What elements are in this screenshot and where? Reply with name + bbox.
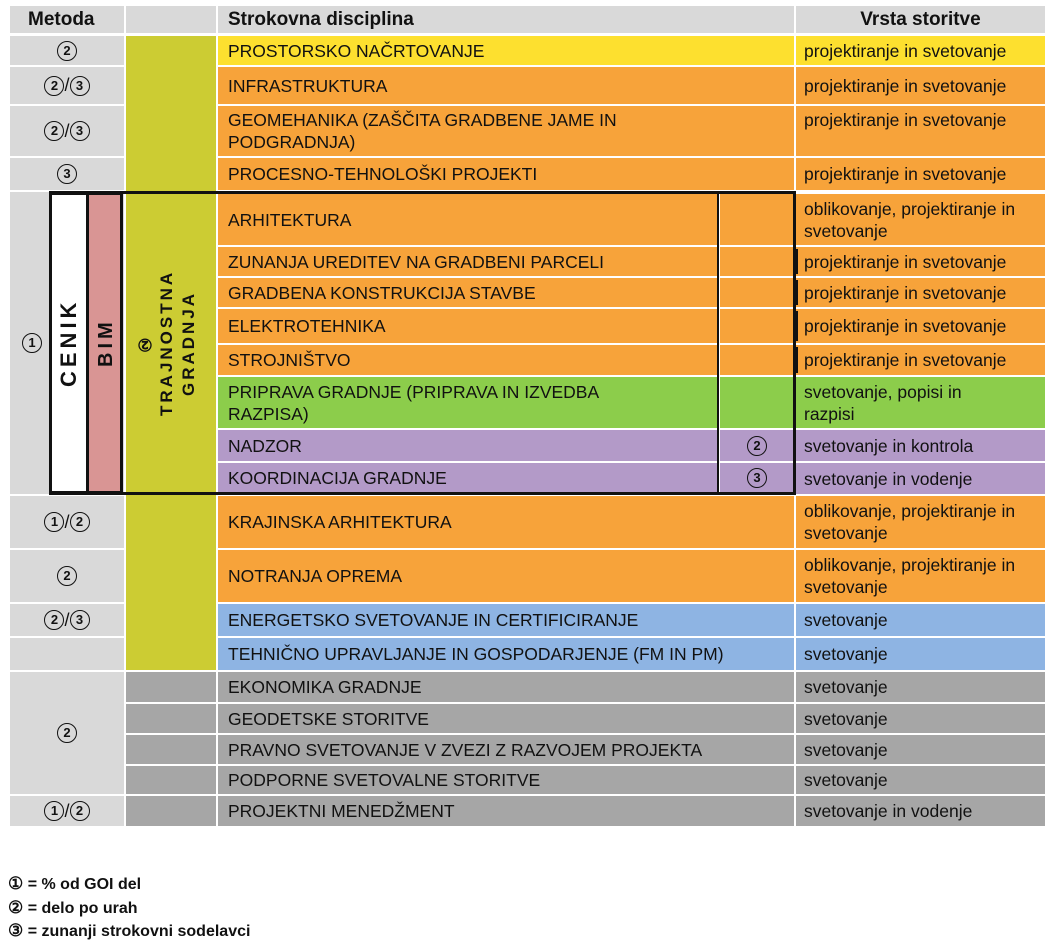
service-cell: svetovanje <box>796 604 1045 636</box>
service-cell: svetovanje, popisi in razpisi <box>796 377 1045 428</box>
gray-separator <box>126 733 216 735</box>
discipline-cell: ELEKTROTEHNIKA <box>218 309 718 343</box>
method-cell: 2 / 3 <box>10 106 124 156</box>
service-cell: projektiranje in svetovanje <box>796 158 1045 190</box>
discipline-cell: PROJEKTNI MENEDŽMENT <box>218 796 794 826</box>
method-cell <box>10 158 124 190</box>
discipline-cell: PRAVNO SVETOVANJE V ZVEZI Z RAZVOJEM PROJEKTA <box>218 735 794 764</box>
method-cell: 2 / 3 <box>10 604 124 636</box>
service-cell: projektiranje in svetovanje <box>796 345 1045 375</box>
circle-2-icon: 2 <box>70 801 90 821</box>
service-cell: svetovanje <box>796 766 1045 794</box>
trajnostna-line-1: TRAJNOSTNA <box>157 269 176 417</box>
service-cell: svetovanje <box>796 735 1045 764</box>
circle-3-icon: 3 <box>747 468 767 488</box>
circle-3-icon: 3 <box>70 610 90 630</box>
discipline-cell: NOTRANJA OPREMA <box>218 550 794 602</box>
header-discipline: Strokovna disciplina <box>218 6 794 33</box>
service-cell: svetovanje in vodenje <box>796 463 1045 494</box>
circle-3-icon: ③ <box>8 921 24 940</box>
discipline-cell: EKONOMIKA GRADNJE <box>218 672 794 702</box>
trajnostna-line-2: GRADNJA <box>179 290 198 396</box>
circle-2-icon: 2 <box>70 512 90 532</box>
discipline-cell: GEOMEHANIKA (ZAŠČITA GRADBENE JAME IN PODGRADNJA) <box>218 106 794 156</box>
service-cell: svetovanje <box>796 638 1045 670</box>
cenik-outline <box>49 191 796 495</box>
service-cell: projektiranje in svetovanje <box>796 309 1045 343</box>
service-cell: svetovanje <box>796 704 1045 733</box>
circle-1-icon: 1 <box>22 333 42 353</box>
circle-2-icon: 2 <box>57 566 77 586</box>
circle-2-icon: 2 <box>44 121 64 141</box>
legend-item: ③ = zunanji strokovni sodelavci <box>8 921 251 940</box>
header-metoda: Metoda <box>10 6 124 33</box>
method-cell: 2 / 3 <box>10 67 124 104</box>
header-spacer <box>126 6 216 33</box>
discipline-cell: PROSTORSKO NAČRTOVANJE <box>218 36 794 65</box>
discipline-cell: GEODETSKE STORITVE <box>218 704 794 733</box>
circle-1-icon: 1 <box>44 801 64 821</box>
discipline-cell: INFRASTRUKTURA <box>218 67 794 104</box>
circle-1-icon: 1 <box>44 512 64 532</box>
service-marker <box>794 249 798 274</box>
discipline-cell: NADZOR <box>218 430 718 461</box>
method-cell <box>10 672 124 794</box>
discipline-cell: KOORDINACIJA GRADNJE <box>218 463 718 492</box>
method-cell: 1 / 2 <box>10 796 124 826</box>
circle-2-icon: ② <box>135 331 154 355</box>
cenik-label: CENIK <box>56 298 81 388</box>
service-cell: projektiranje in svetovanje <box>796 278 1045 307</box>
gray-column-bottom <box>126 672 216 826</box>
discipline-cell: PODPORNE SVETOVALNE STORITVE <box>218 766 794 794</box>
legend-item: ① = % od GOI del <box>8 874 142 893</box>
method-cell: 1 / 2 <box>10 496 124 548</box>
method-cell <box>10 638 124 670</box>
discipline-cell: ZUNANJA UREDITEV NA GRADBENI PARCELI <box>218 247 718 276</box>
method-cell <box>10 36 124 65</box>
discipline-cell: STROJNIŠTVO <box>218 345 718 375</box>
method-cell <box>10 550 124 602</box>
discipline-cell: TEHNIČNO UPRAVLJANJE IN GOSPODARJENJE (FM IN PM) <box>218 638 794 670</box>
discipline-cell: PRIPRAVA GRADNJE (PRIPRAVA IN IZVEDBA RAZPISA) <box>218 377 718 428</box>
circle-2-icon: ② <box>8 898 24 917</box>
inner-divider <box>717 194 719 492</box>
header-service: Vrsta storitve <box>796 6 1045 33</box>
circle-1-icon: ① <box>8 874 24 893</box>
service-cell: svetovanje in kontrola <box>796 430 1045 461</box>
circle-3-icon: 3 <box>70 76 90 96</box>
discipline-cell: GRADBENA KONSTRUKCIJA STAVBE <box>218 278 718 307</box>
service-marker <box>794 311 798 341</box>
circle-2-icon: 2 <box>44 610 64 630</box>
circle-2-icon: 2 <box>44 76 64 96</box>
circle-3-icon: 3 <box>57 164 77 184</box>
circle-2-icon: 2 <box>747 436 767 456</box>
circle-3-icon: 3 <box>70 121 90 141</box>
circle-2-icon: 2 <box>57 41 77 61</box>
legend-item: ② = delo po urah <box>8 898 138 917</box>
gray-separator <box>126 794 216 796</box>
service-cell: svetovanje <box>796 672 1045 702</box>
bim-label: BIM <box>95 318 117 368</box>
gray-separator <box>126 764 216 766</box>
service-cell: projektiranje in svetovanje <box>796 36 1045 65</box>
discipline-cell: ARHITEKTURA <box>218 194 718 245</box>
discipline-cell: ENERGETSKO SVETOVANJE IN CERTIFICIRANJE <box>218 604 794 636</box>
service-cell: oblikovanje, projektiranje in svetovanje <box>796 550 1045 602</box>
discipline-cell: KRAJINSKA ARHITEKTURA <box>218 496 794 548</box>
service-cell: oblikovanje, projektiranje in svetovanje <box>796 194 1045 245</box>
service-cell: projektiranje in svetovanje <box>796 247 1045 276</box>
gray-separator <box>126 702 216 704</box>
service-marker <box>794 280 798 305</box>
discipline-cell: PROCESNO-TEHNOLOŠKI PROJEKTI <box>218 158 794 190</box>
service-cell: oblikovanje, projektiranje in svetovanje <box>796 496 1045 548</box>
service-cell: projektiranje in svetovanje <box>796 67 1045 104</box>
service-cell: projektiranje in svetovanje <box>796 106 1045 156</box>
service-marker <box>794 347 798 373</box>
service-cell: svetovanje in vodenje <box>796 796 1045 826</box>
circle-2-icon: 2 <box>57 723 77 743</box>
